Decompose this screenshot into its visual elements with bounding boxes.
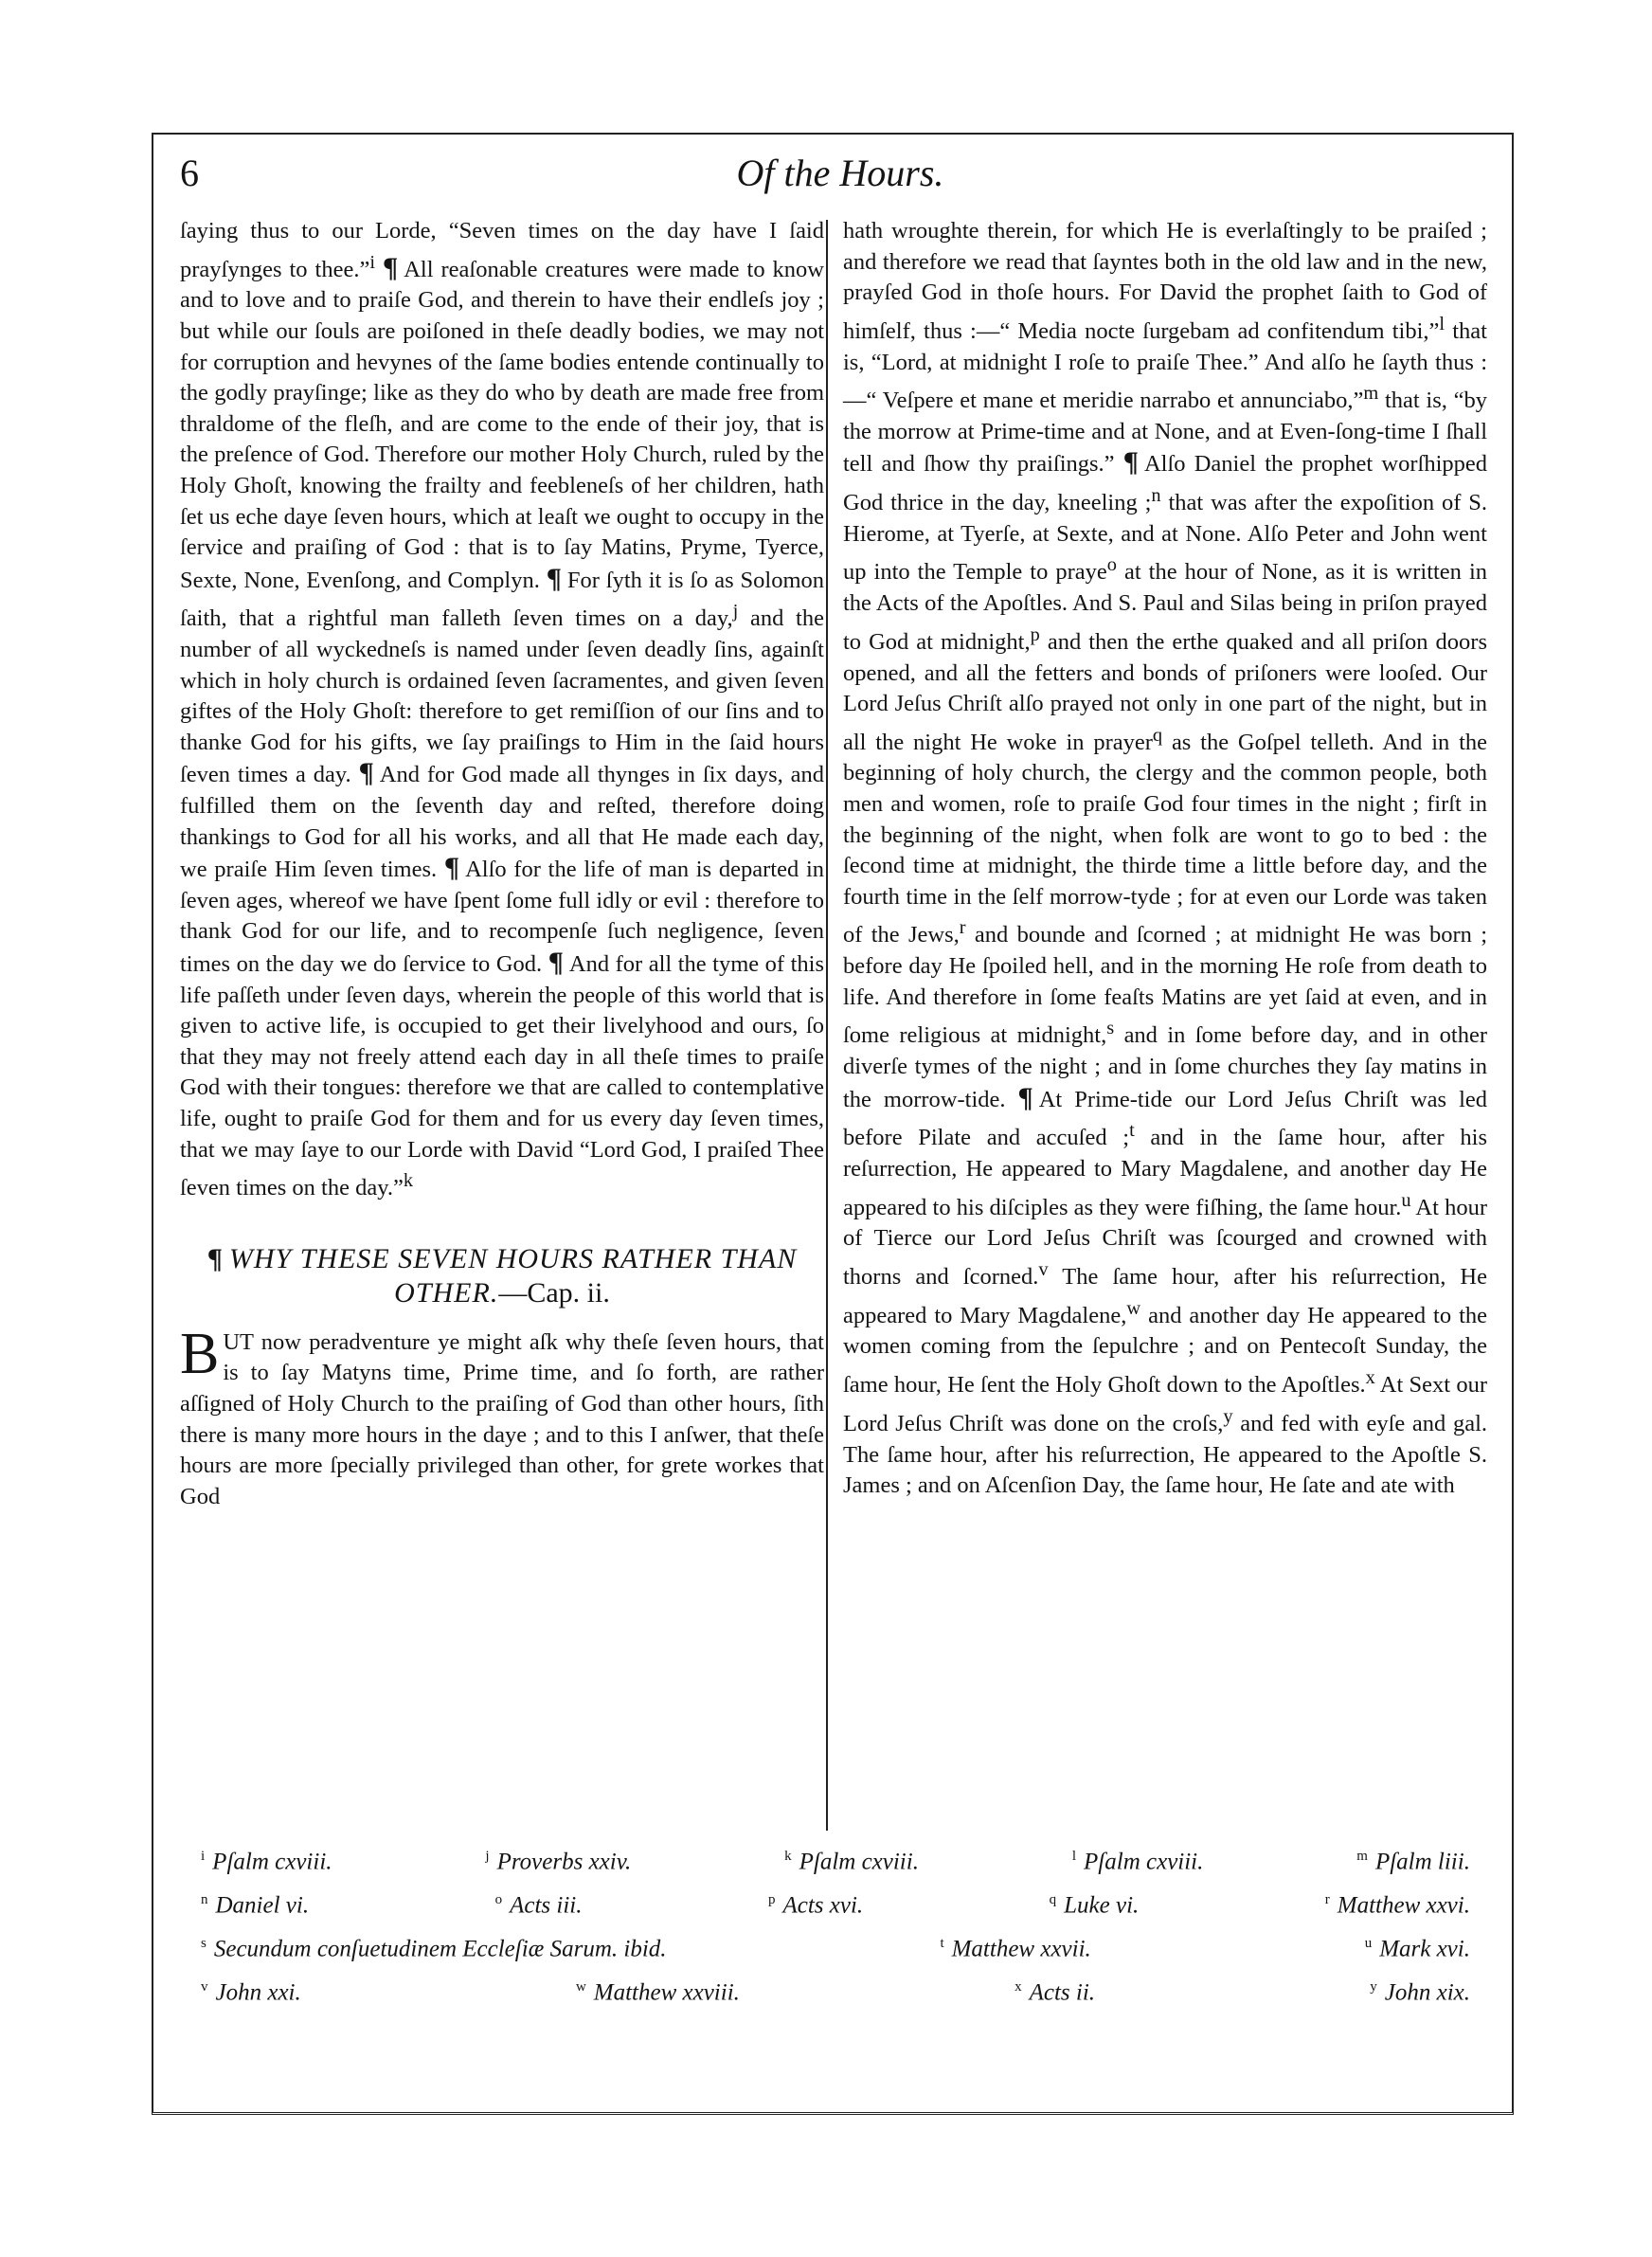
running-title: Of the Hours.: [736, 152, 944, 194]
footnote: $^x$ Acts ii.: [1015, 1979, 1096, 2006]
footnote: $^t$ Matthew xxvii.: [940, 1936, 1091, 1962]
right-column: [843, 216, 1487, 1502]
footnote-ref: u: [1401, 1189, 1411, 1211]
drop-cap: B: [180, 1321, 220, 1386]
footnote: $^w$ Matthew xxviii.: [575, 1979, 740, 2006]
footnote: $^y$ John xix.: [1370, 1979, 1470, 2006]
footnote: $^u$ Mark xvi.: [1364, 1936, 1470, 1962]
footnote-ref: m: [1363, 383, 1379, 405]
paragraph: ſaying thus to our Lorde, “Seven times on the day have I ſaid prayſynges to thee.”$^i$ ¶ All reaſonable creatures were made to know and to love and to praiſe God, and therein to have their endleſs joy ; but while our ſouls are poiſoned in theſe deadly bodies, we may not for corruption and hevynes of the ſame bodies entende continually to the godly prayſinge; like as they do who by death are made free from thraldome of the fleſh, and are come to the ende of their joy, that is the preſence of God. Therefore our mother Holy Church, ruled by the Holy Ghoſt, knowing the frailty and feebleneſs of her children, hath ſet us eche daye ſeven hours, which at leaſt we ought to occupy in the ſervice and praiſing of God : that is to ſay Matins, Pryme, Tyerce, Sexte, None, Evenſong, and Complyn. ¶ For ſyth it is ſo as Solomon ſaith, that a rightful man falleth ſeven times on a day,$^j$ and the number of all wyckedneſs is named under ſeven deadly ſins, againſt which in holy church is ordained ſeven ſacramentes, and given ſeven giftes of the Holy Ghoſt: therefore to get remiſſion of our ſins and to thanke God for his gifts, we ſay praiſings to Him in the ſaid hours ſeven times a day. ¶ And for God made all thynges in ſix days, and fulfilled them on the ſeventh day and reſted, therefore doing thankings to God for all his works, and all that He made each day, we praiſe Him ſeven times. ¶ Alſo for the life of man is departed in ſeven ages, whereof we have ſpent ſome full idly or evil : therefore to thank God for our life, and to recompenſe ſuch negligence, ſeven times on the day we do ſervice to God. ¶ And for all the tyme of this life paſſeth under ſeven days, wherein the people of this world that is given to active life, is occupied to get their livelyhood and ours, ſo that they may not freely attend each day in all theſe times to praiſe God with their tongues: therefore we that are called to contemplative life, ought to praiſe God for them and for us every day ſeven times, that we may ſaye to our Lorde with David “Lord God, I praiſed Thee ſeven times on the day.”$^k$: [180, 218, 825, 1201]
footnote-ref: r: [959, 917, 966, 939]
footnote-ref: q: [1152, 724, 1163, 746]
footnote-ref: i: [369, 251, 376, 273]
footnote: $^i$ Pſalm cxviii.: [201, 1849, 332, 1875]
pilcrow-icon: ¶: [1122, 446, 1139, 478]
footnote-ref: x: [1365, 1367, 1375, 1389]
footnote-ref: y: [1223, 1405, 1233, 1427]
paragraph: hath wroughte therein, for which He is everlaſtingly to be praiſed ; and therefore we read that ſayntes both in the old law and in the new, prayſed God in thoſe hours. For David the prophet ſaith to God of himſelf, thus :—“ Media nocte ſurgebam ad confitendum tibi,”$^l$ that is, “Lord, at midnight I roſe to praiſe Thee.” And alſo he ſayth thus :—“ Veſpere et mane et meridie narrabo et annunciabo,”$^m$ that is, “by the morrow at Prime-time and at None, and at Even-ſong-time I ſhall tell and ſhow thy praiſings.” ¶ Alſo Daniel the prophet worſhipped God thrice in the day, kneeling ;$^n$ that was after the expoſition of S. Hierome, at Tyerſe, at Sexte, and at None. Alſo Peter and John went up into the Temple to praye$^o$ at the hour of None, as it is written in the Acts of the Apoſtles. And S. Paul and Silas being in priſon prayed to God at midnight,$^p$ and then the erthe quaked and all priſon doors opened, and all the fetters and bonds of priſoners were looſed. Our Lord Jeſus Chriſt alſo prayed not only in one part of the night, but in all the night He woke in prayer$^q$ as the Goſpel telleth. And in the beginning of holy church, the clergy and the common people, both men and women, roſe to praiſe God four times in the night ; firſt in the beginning of the night, when folk are wont to go to bed : the ſecond time at midnight, the thirde time a little before day, and the fourth time in the ſelf morrow-tyde ; for at even our Lorde was taken of the Jews,$^r$ and bounde and ſcorned ; at midnight He was born ; before day He ſpoiled hell, and in the morning He roſe from death to life. And therefore in ſome feaſts Matins are yet ſaid at even, and in ſome religious at midnight,$^s$ and in ſome before day, and in other diverſe tymes of the night ; and in ſome churches they ſay matins in the morrow-tide. ¶ At Prime-tide our Lord Jeſus Chriſt was led before Pilate and accuſed ;$^t$ and in the ſame hour, after his reſurrection, He appeared to Mary Magdalene, and another day He appeared to his diſciples as they were fiſhing, the ſame hour.$^u$ At hour of Tierce our Lord Jeſus Chriſt was ſcourged and crowned with thorns and ſcorned.$^v$ The ſame hour, after his reſurrection, He appeared to Mary Magdalene,$^w$ and another day He appeared to the women coming from the ſepulchre ; and on Pentecoſt Sunday, the ſame hour, He ſent the Holy Ghoſt down to the Apoſtles.$^x$ At Sext our Lord Jeſus Chriſt was done on the croſs,$^y$ and fed with eyſe and gal. The ſame hour, after his reſurrection, He appeared to the Apoſtle S. James ; and on Aſcenſion Day, the ſame hour, He ſate and ate with: [843, 218, 1488, 1499]
pilcrow-icon: ¶: [358, 757, 374, 789]
pilcrow-icon: ¶: [546, 562, 562, 594]
footnote: $^o$ Acts iii.: [494, 1892, 583, 1919]
column-divider: [826, 220, 828, 1831]
pilcrow-icon: ¶: [206, 1242, 224, 1274]
footnote-row: [201, 1922, 1470, 1965]
pilcrow-icon: ¶: [443, 852, 460, 884]
footnote: $^m$ Pſalm liii.: [1356, 1849, 1470, 1875]
footnote: $^q$ Luke vi.: [1049, 1892, 1140, 1919]
footnote-ref: j: [732, 601, 739, 623]
footnote: $^s$ Secundum conſuetudinem Eccleſiæ Sarum. ibid.: [201, 1936, 667, 1962]
pilcrow-icon: ¶: [383, 251, 399, 283]
page-header: [180, 150, 1500, 203]
footnote-ref: w: [1126, 1297, 1141, 1319]
pilcrow-icon: ¶: [1017, 1081, 1033, 1113]
footnote-ref: p: [1030, 623, 1040, 645]
footnote-ref: v: [1038, 1258, 1049, 1280]
footnote-ref: s: [1106, 1018, 1115, 1039]
footnote-row: [201, 1878, 1470, 1922]
footnote: $^v$ John xxi.: [201, 1979, 301, 2006]
page-number: 6: [180, 152, 199, 194]
footnote-row: [201, 1965, 1470, 2009]
paragraph: BUT now peradventure ye might aſk why theſe ſeven hours, that is to ſay Matyns time, Prime time, and ſo forth, are rather aſſigned of Holy Church to the praiſing of God than other hours, ſith there is many more hours in the daye ; and to this I anſwer, that theſe hours are more ſpecially privileged than other, for grete workes that God: [180, 1321, 824, 1509]
footnote: $^j$ Proverbs xxiv.: [485, 1849, 632, 1875]
footnote: $^n$ Daniel vi.: [201, 1892, 310, 1919]
footnote-ref: o: [1106, 554, 1117, 576]
footnote: $^r$ Matthew xxvi.: [1324, 1892, 1470, 1919]
footnote: $^k$ Pſalm cxviii.: [784, 1849, 919, 1875]
footnote-ref: n: [1151, 485, 1161, 507]
chapter-heading: ¶ WHY THESE SEVEN HOURS RATHER THAN OTHER.—Cap. ii.: [206, 1242, 798, 1309]
footnote: $^l$ Pſalm cxviii.: [1071, 1849, 1204, 1875]
footnotes: [201, 1834, 1470, 2009]
pilcrow-icon: ¶: [548, 946, 564, 978]
footnote-ref: l: [1439, 313, 1446, 334]
footnote-row: [201, 1834, 1470, 1878]
footnote: $^p$ Acts xvi.: [767, 1892, 864, 1919]
footnote-ref: k: [403, 1170, 414, 1192]
footnote-ref: t: [1129, 1120, 1135, 1142]
left-column: [180, 216, 824, 1512]
